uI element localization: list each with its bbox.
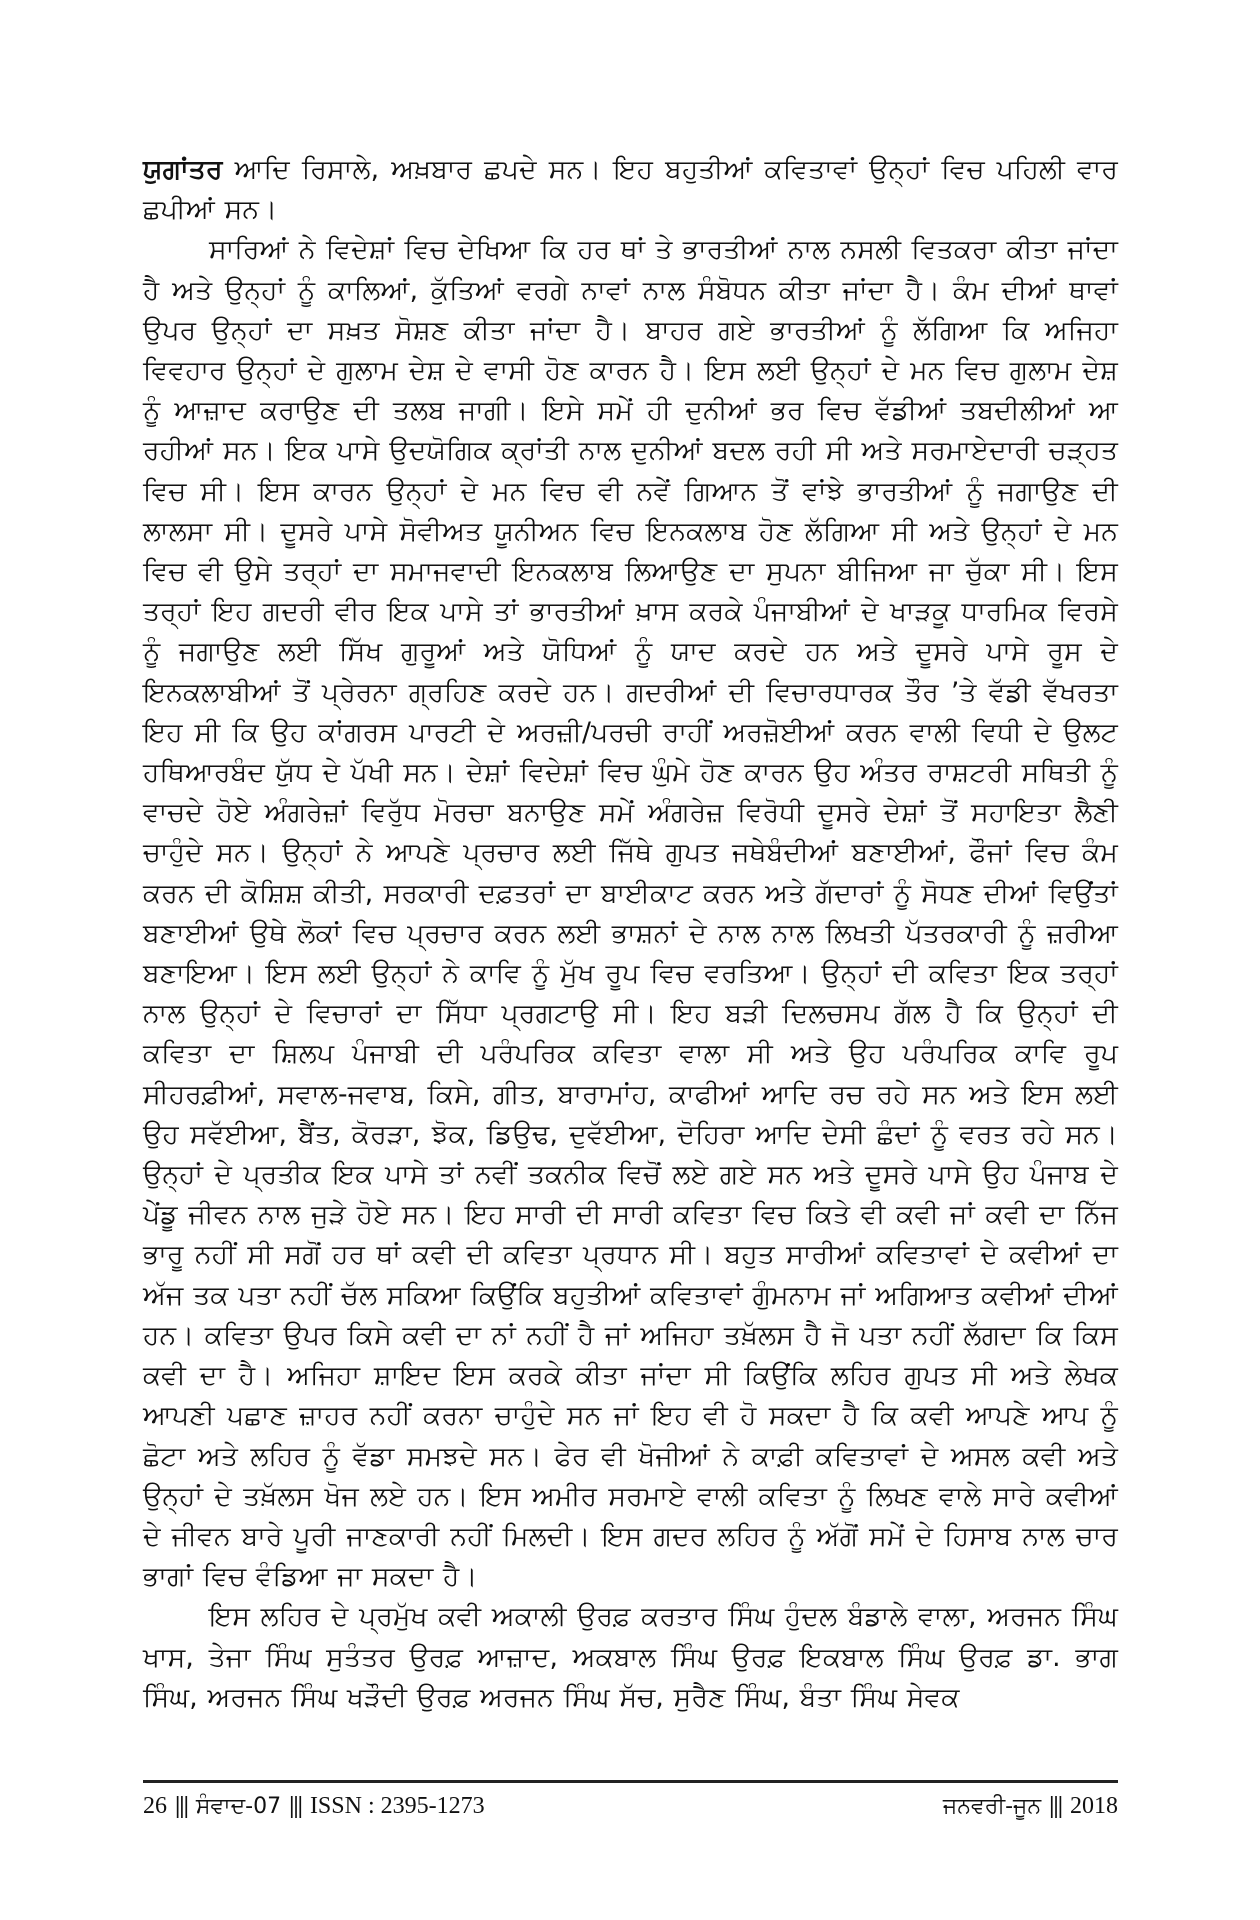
- footer-left: [143, 1793, 485, 1820]
- journal-name-bold: ਯੁਗਾਂਤਰ: [143, 154, 223, 185]
- footer-separator: |||: [289, 1793, 302, 1819]
- footer-divider: [143, 1780, 1118, 1783]
- issn-number: ISSN : 2395-1273: [309, 1793, 485, 1819]
- paragraph-1-text: ਆਦਿ ਰਿਸਾਲੇ, ਅਖ਼ਬਾਰ ਛਪਦੇ ਸਨ। ਇਹ ਬਹੁਤੀਆਂ ਕਵਿਤਾਵਾਂ ਉਨ੍ਹਾਂ ਵਿਚ ਪਹਿਲੀ ਵਾਰ ਛਪੀਆਂ ਸਨ।: [143, 154, 1118, 226]
- paragraph-1: [143, 150, 1118, 230]
- issue-period: ਜਨਵਰੀ-ਜੂਨ: [942, 1794, 1042, 1819]
- page-number: 26: [143, 1793, 167, 1819]
- issue-year: 2018: [1070, 1793, 1118, 1819]
- journal-issue: ਸੰਵਾਦ-07: [195, 1794, 282, 1819]
- paragraph-2: ਸਾਰਿਆਂ ਨੇ ਵਿਦੇਸ਼ਾਂ ਵਿਚ ਦੇਖਿਆ ਕਿ ਹਰ ਥਾਂ ਤੇ ਭਾਰਤੀਆਂ ਨਾਲ ਨਸਲੀ ਵਿਤਕਰਾ ਕੀਤਾ ਜਾਂਦਾ ਹੈ ਅਤੇ ਉਨ੍ਹਾਂ ਨੂੰ ਕਾਲਿਆਂ, ਕੁੱਤਿਆਂ ਵਰਗੇ ਨਾਵਾਂ ਨਾਲ ਸੰਬੋਧਨ ਕੀਤਾ ਜਾਂਦਾ ਹੈ। ਕੰਮ ਦੀਆਂ ਥਾਵਾਂ ਉਪਰ ਉਨ੍ਹਾਂ ਦਾ ਸਖ਼ਤ ਸੋਸ਼ਣ ਕੀਤਾ ਜਾਂਦਾ ਹੈ। ਬਾਹਰ ਗਏ ਭਾਰਤੀਆਂ ਨੂੰ ਲੱਗਿਆ ਕਿ ਅਜਿਹਾ ਵਿਵਹਾਰ ਉਨ੍ਹਾਂ ਦੇ ਗੁਲਾਮ ਦੇਸ਼ ਦੇ ਵਾਸੀ ਹੋਣ ਕਾਰਨ ਹੈ। ਇਸ ਲਈ ਉਨ੍ਹਾਂ ਦੇ ਮਨ ਵਿਚ ਗੁਲਾਮ ਦੇਸ਼ ਨੂੰ ਆਜ਼ਾਦ ਕਰਾਉਣ ਦੀ ਤਲਬ ਜਾਗੀ। ਇਸੇ ਸਮੇਂ ਹੀ ਦੁਨੀਆਂ ਭਰ ਵਿਚ ਵੱਡੀਆਂ ਤਬਦੀਲੀਆਂ ਆ ਰਹੀਆਂ ਸਨ। ਇਕ ਪਾਸੇ ਉਦਯੋਗਿਕ ਕ੍ਰਾਂਤੀ ਨਾਲ ਦੁਨੀਆਂ ਬਦਲ ਰਹੀ ਸੀ ਅਤੇ ਸਰਮਾਏਦਾਰੀ ਚੜ੍ਹਤ ਵਿਚ ਸੀ। ਇਸ ਕਾਰਨ ਉਨ੍ਹਾਂ ਦੇ ਮਨ ਵਿਚ ਵੀ ਨਵੇਂ ਗਿਆਨ ਤੋਂ ਵਾਂਝੇ ਭਾਰਤੀਆਂ ਨੂੰ ਜਗਾਉਣ ਦੀ ਲਾਲਸਾ ਸੀ। ਦੂਸਰੇ ਪਾਸੇ ਸੋਵੀਅਤ ਯੂਨੀਅਨ ਵਿਚ ਇਨਕਲਾਬ ਹੋਣ ਲੱਗਿਆ ਸੀ ਅਤੇ ਉਨ੍ਹਾਂ ਦੇ ਮਨ ਵਿਚ ਵੀ ਉਸੇ ਤਰ੍ਹਾਂ ਦਾ ਸਮਾਜਵਾਦੀ ਇਨਕਲਾਬ ਲਿਆਉਣ ਦਾ ਸੁਪਨਾ ਬੀਜਿਆ ਜਾ ਚੁੱਕਾ ਸੀ। ਇਸ ਤਰ੍ਹਾਂ ਇਹ ਗਦਰੀ ਵੀਰ ਇਕ ਪਾਸੇ ਤਾਂ ਭਾਰਤੀਆਂ ਖ਼ਾਸ ਕਰਕੇ ਪੰਜਾਬੀਆਂ ਦੇ ਖਾੜਕੂ ਧਾਰਮਿਕ ਵਿਰਸੇ ਨੂੰ ਜਗਾਉਣ ਲਈ ਸਿੱਖ ਗੁਰੂਆਂ ਅਤੇ ਯੋਧਿਆਂ ਨੂੰ ਯਾਦ ਕਰਦੇ ਹਨ ਅਤੇ ਦੂਸਰੇ ਪਾਸੇ ਰੂਸ ਦੇ ਇਨਕਲਾਬੀਆਂ ਤੋਂ ਪ੍ਰੇਰਨਾ ਗ੍ਰਹਿਣ ਕਰਦੇ ਹਨ। ਗਦਰੀਆਂ ਦੀ ਵਿਚਾਰਧਾਰਕ ਤੌਰ ’ਤੇ ਵੱਡੀ ਵੱਖਰਤਾ ਇਹ ਸੀ ਕਿ ਉਹ ਕਾਂਗਰਸ ਪਾਰਟੀ ਦੇ ਅਰਜ਼ੀ/ਪਰਚੀ ਰਾਹੀਂ ਅਰਜ਼ੋਈਆਂ ਕਰਨ ਵਾਲੀ ਵਿਧੀ ਦੇ ਉਲਟ ਹਥਿਆਰਬੰਦ ਯੁੱਧ ਦੇ ਪੱਖੀ ਸਨ। ਦੇਸ਼ਾਂ ਵਿਦੇਸ਼ਾਂ ਵਿਚ ਘੁੰਮੇ ਹੋਣ ਕਾਰਨ ਉਹ ਅੰਤਰ ਰਾਸ਼ਟਰੀ ਸਥਿਤੀ ਨੂੰ ਵਾਚਦੇ ਹੋਏ ਅੰਗਰੇਜ਼ਾਂ ਵਿਰੁੱਧ ਮੋਰਚਾ ਬਨਾਉਣ ਸਮੇਂ ਅੰਗਰੇਜ਼ ਵਿਰੋਧੀ ਦੂਸਰੇ ਦੇਸ਼ਾਂ ਤੋਂ ਸਹਾਇਤਾ ਲੈਣੀ ਚਾਹੁੰਦੇ ਸਨ। ਉਨ੍ਹਾਂ ਨੇ ਆਪਣੇ ਪ੍ਰਚਾਰ ਲਈ ਜਿੱਥੇ ਗੁਪਤ ਜਥੇਬੰਦੀਆਂ ਬਣਾਈਆਂ, ਫੌਜਾਂ ਵਿਚ ਕੰਮ ਕਰਨ ਦੀ ਕੋਸ਼ਿਸ਼ ਕੀਤੀ, ਸਰਕਾਰੀ ਦਫ਼ਤਰਾਂ ਦਾ ਬਾਈਕਾਟ ਕਰਨ ਅਤੇ ਗੱਦਾਰਾਂ ਨੂੰ ਸੋਧਣ ਦੀਆਂ ਵਿਉਂਤਾਂ ਬਣਾਈਆਂ ਉਥੇ ਲੋਕਾਂ ਵਿਚ ਪ੍ਰਚਾਰ ਕਰਨ ਲਈ ਭਾਸ਼ਨਾਂ ਦੇ ਨਾਲ ਨਾਲ ਲਿਖਤੀ ਪੱਤਰਕਾਰੀ ਨੂੰ ਜ਼ਰੀਆ ਬਣਾਇਆ। ਇਸ ਲਈ ਉਨ੍ਹਾਂ ਨੇ ਕਾਵਿ ਨੂੰ ਮੁੱਖ ਰੂਪ ਵਿਚ ਵਰਤਿਆ। ਉਨ੍ਹਾਂ ਦੀ ਕਵਿਤਾ ਇਕ ਤਰ੍ਹਾਂ ਨਾਲ ਉਨ੍ਹਾਂ ਦੇ ਵਿਚਾਰਾਂ ਦਾ ਸਿੱਧਾ ਪ੍ਰਗਟਾਉ ਸੀ। ਇਹ ਬੜੀ ਦਿਲਚਸਪ ਗੱਲ ਹੈ ਕਿ ਉਨ੍ਹਾਂ ਦੀ ਕਵਿਤਾ ਦਾ ਸ਼ਿਲਪ ਪੰਜਾਬੀ ਦੀ ਪਰੰਪਰਿਕ ਕਵਿਤਾ ਵਾਲਾ ਸੀ ਅਤੇ ਉਹ ਪਰੰਪਰਿਕ ਕਾਵਿ ਰੂਪ ਸੀਹਰਫ਼ੀਆਂ, ਸਵਾਲ-ਜਵਾਬ, ਕਿਸੇ, ਗੀਤ, ਬਾਰਾਮਾਂਹ, ਕਾਫੀਆਂ ਆਦਿ ਰਚ ਰਹੇ ਸਨ ਅਤੇ ਇਸ ਲਈ ਉਹ ਸਵੱਈਆ, ਬੈਂਤ, ਕੋਰੜਾ, ਝੋਕ, ਡਿਉਢ, ਦੁਵੱਈਆ, ਦੋਹਿਰਾ ਆਦਿ ਦੇਸੀ ਛੰਦਾਂ ਨੂੰ ਵਰਤ ਰਹੇ ਸਨ। ਉਨ੍ਹਾਂ ਦੇ ਪ੍ਰਤੀਕ ਇਕ ਪਾਸੇ ਤਾਂ ਨਵੀਂ ਤਕਨੀਕ ਵਿਚੋਂ ਲਏ ਗਏ ਸਨ ਅਤੇ ਦੂਸਰੇ ਪਾਸੇ ਉਹ ਪੰਜਾਬ ਦੇ ਪੇਂਡੂ ਜੀਵਨ ਨਾਲ ਜੁੜੇ ਹੋਏ ਸਨ। ਇਹ ਸਾਰੀ ਦੀ ਸਾਰੀ ਕਵਿਤਾ ਵਿਚ ਕਿਤੇ ਵੀ ਕਵੀ ਜਾਂ ਕਵੀ ਦਾ ਨਿੱਜ ਭਾਰੂ ਨਹੀਂ ਸੀ ਸਗੋਂ ਹਰ ਥਾਂ ਕਵੀ ਦੀ ਕਵਿਤਾ ਪ੍ਰਧਾਨ ਸੀ। ਬਹੁਤ ਸਾਰੀਆਂ ਕਵਿਤਾਵਾਂ ਦੇ ਕਵੀਆਂ ਦਾ ਅੱਜ ਤਕ ਪਤਾ ਨਹੀਂ ਚੱਲ ਸਕਿਆ ਕਿਉਂਕਿ ਬਹੁਤੀਆਂ ਕਵਿਤਾਵਾਂ ਗੁੰਮਨਾਮ ਜਾਂ ਅਗਿਆਤ ਕਵੀਆਂ ਦੀਆਂ ਹਨ। ਕਵਿਤਾ ਉਪਰ ਕਿਸੇ ਕਵੀ ਦਾ ਨਾਂ ਨਹੀਂ ਹੈ ਜਾਂ ਅਜਿਹਾ ਤਖ਼ੱਲਸ ਹੈ ਜੋ ਪਤਾ ਨਹੀਂ ਲੱਗਦਾ ਕਿ ਕਿਸ ਕਵੀ ਦਾ ਹੈ। ਅਜਿਹਾ ਸ਼ਾਇਦ ਇਸ ਕਰਕੇ ਕੀਤਾ ਜਾਂਦਾ ਸੀ ਕਿਉਂਕਿ ਲਹਿਰ ਗੁਪਤ ਸੀ ਅਤੇ ਲੇਖਕ ਆਪਣੀ ਪਛਾਣ ਜ਼ਾਹਰ ਨਹੀਂ ਕਰਨਾ ਚਾਹੁੰਦੇ ਸਨ ਜਾਂ ਇਹ ਵੀ ਹੋ ਸਕਦਾ ਹੈ ਕਿ ਕਵੀ ਆਪਣੇ ਆਪ ਨੂੰ ਛੋਟਾ ਅਤੇ ਲਹਿਰ ਨੂੰ ਵੱਡਾ ਸਮਝਦੇ ਸਨ। ਫੇਰ ਵੀ ਖੋਜੀਆਂ ਨੇ ਕਾਫ਼ੀ ਕਵਿਤਾਵਾਂ ਦੇ ਅਸਲ ਕਵੀ ਅਤੇ ਉਨ੍ਹਾਂ ਦੇ ਤਖ਼ੱਲਸ ਖੋਜ ਲਏ ਹਨ। ਇਸ ਅਮੀਰ ਸਰਮਾਏ ਵਾਲੀ ਕਵਿਤਾ ਨੂੰ ਲਿਖਣ ਵਾਲੇ ਸਾਰੇ ਕਵੀਆਂ ਦੇ ਜੀਵਨ ਬਾਰੇ ਪੂਰੀ ਜਾਣਕਾਰੀ ਨਹੀਂ ਮਿਲਦੀ। ਇਸ ਗਦਰ ਲਹਿਰ ਨੂੰ ਅੱਗੋਂ ਸਮੇਂ ਦੇ ਹਿਸਾਬ ਨਾਲ ਚਾਰ ਭਾਗਾਂ ਵਿਚ ਵੰਡਿਆ ਜਾ ਸਕਦਾ ਹੈ।: [143, 234, 1118, 1593]
- footer-separator: |||: [1049, 1793, 1062, 1819]
- footer-right: [943, 1793, 1118, 1820]
- footer-separator: |||: [175, 1793, 188, 1819]
- page-footer: [143, 1793, 1118, 1833]
- article-body: [143, 150, 1118, 1718]
- paragraph-3: ਇਸ ਲਹਿਰ ਦੇ ਪ੍ਰਮੁੱਖ ਕਵੀ ਅਕਾਲੀ ਉਰਫ਼ ਕਰਤਾਰ ਸਿੰਘ ਹੁੰਦਲ ਬੰਡਾਲੇ ਵਾਲਾ, ਅਰਜਨ ਸਿੰਘ ਖਾਸ, ਤੇਜਾ ਸਿੰਘ ਸੁਤੰਤਰ ਉਰਫ਼ ਆਜ਼ਾਦ, ਅਕਬਾਲ ਸਿੰਘ ਉਰਫ਼ ਇਕਬਾਲ ਸਿੰਘ ਉਰਫ਼ ਡਾ. ਭਾਗ ਸਿੰਘ, ਅਰਜਨ ਸਿੰਘ ਖੜੌਦੀ ਉਰਫ਼ ਅਰਜਨ ਸਿੰਘ ਸੱਚ, ਸੁਰੈਣ ਸਿੰਘ, ਬੰਤਾ ਸਿੰਘ ਸੇਵਕ: [143, 1601, 1118, 1713]
